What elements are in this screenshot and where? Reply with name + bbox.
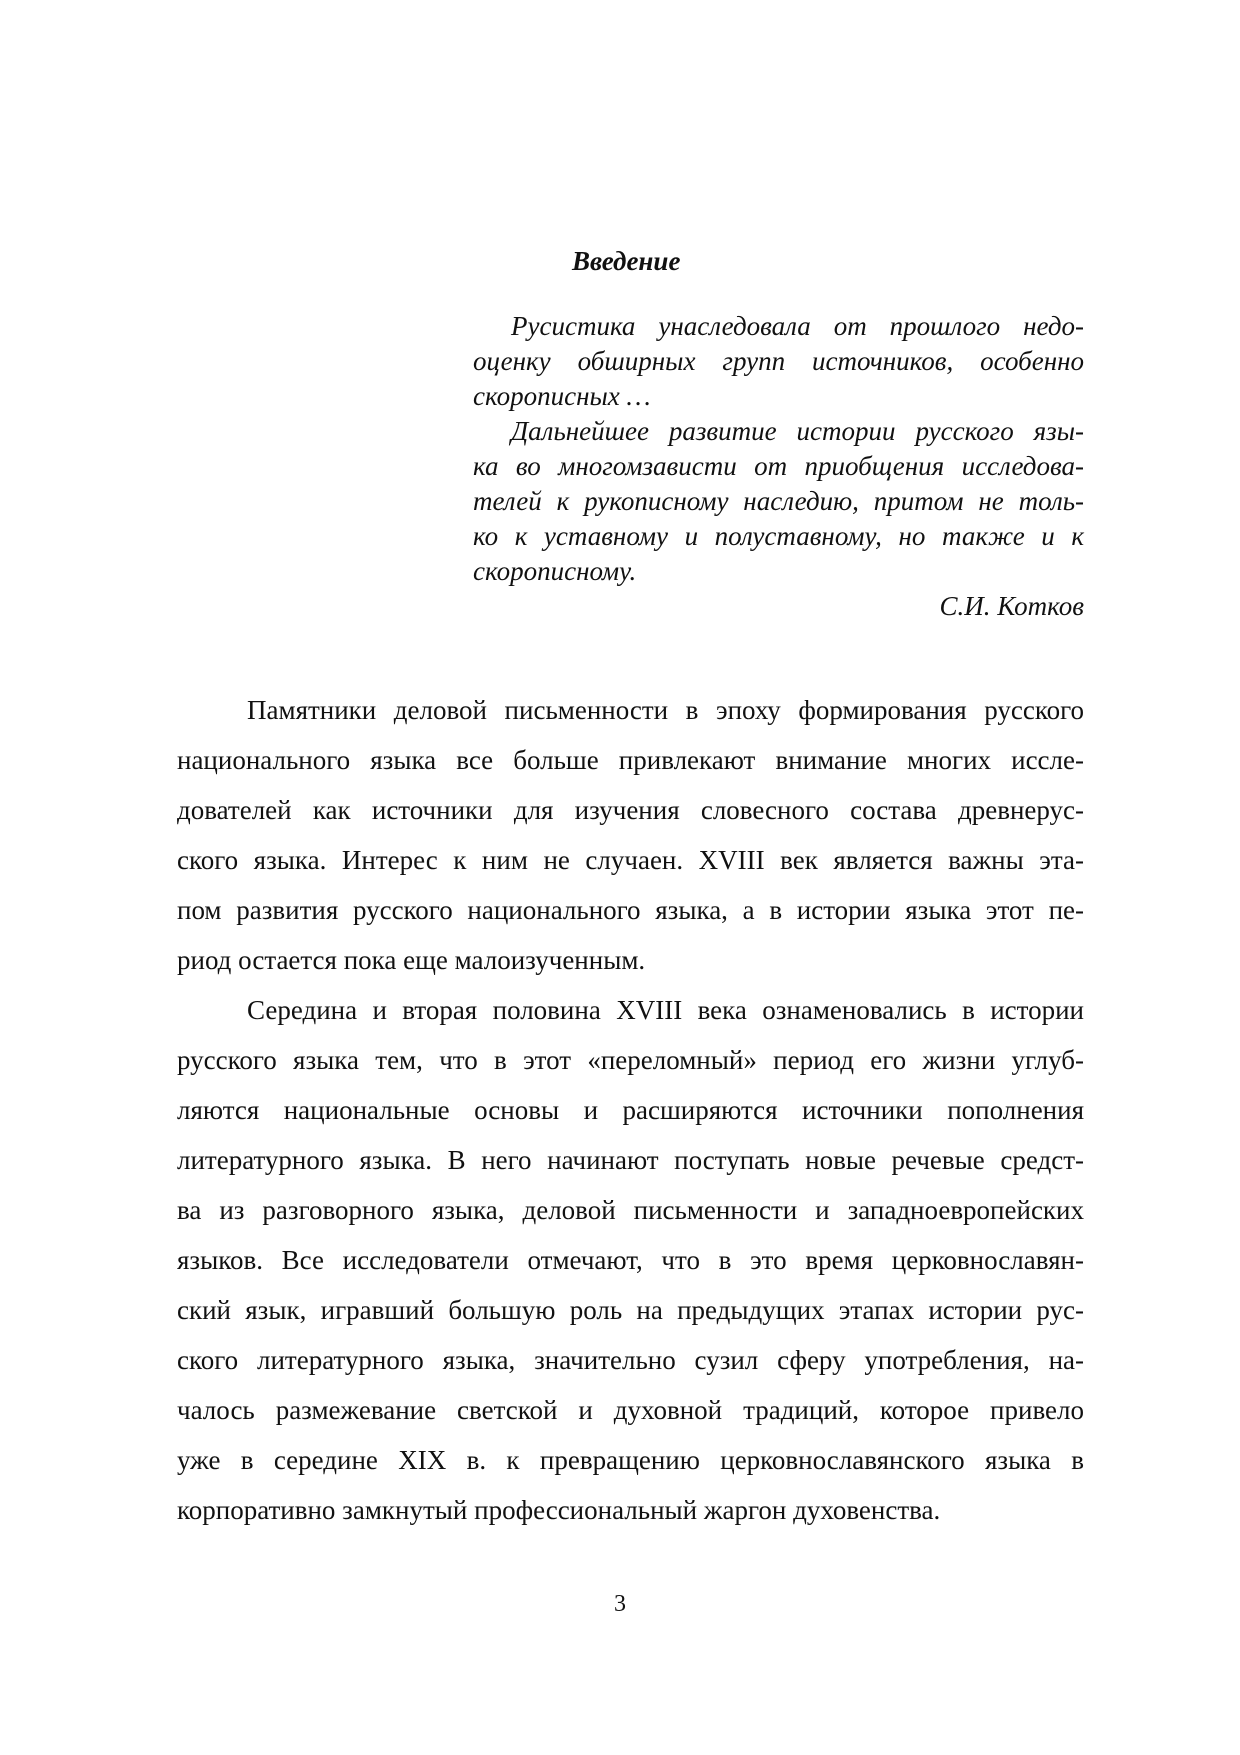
paragraph-line: ского литературного языка, значительно сузил сферу употребления, на- <box>177 1345 1084 1375</box>
paragraph-line: литературного языка. В него начинают поступать новые речевые средст- <box>177 1145 1084 1175</box>
paragraph-line: ского языка. Интерес к ним не случаен. XVIII век является важны эта- <box>177 845 1084 875</box>
paragraph-line: корпоративно замкнутый профессиональный жаргон духовенства. <box>177 1495 941 1525</box>
paragraph-line: Памятники деловой письменности в эпоху формирования русского <box>247 695 1084 725</box>
paragraph-line: пом развития русского национального языка, а в истории языка этот пе- <box>177 895 1084 925</box>
epigraph-line: Дальнейшее развитие истории русского язы- <box>511 416 1084 446</box>
body-text <box>177 685 1084 1535</box>
paragraph-line: уже в середине XIX в. к превращению церковнославянского языка в <box>177 1445 1084 1475</box>
paragraph-line: национального языка все больше привлекают внимание многих иссле- <box>177 745 1084 775</box>
paragraph-line: чалось размежевание светской и духовной традиций, которое привело <box>177 1395 1084 1425</box>
paragraph-line: ва из разговорного языка, деловой письменности и западноевропейских <box>177 1195 1084 1225</box>
epigraph-line: скорописному. <box>473 556 637 586</box>
epigraph-author: С.И. Котков <box>939 591 1084 621</box>
epigraph-line: Русистика унаследовала от прошлого недо- <box>511 311 1084 341</box>
paragraph-line: дователей как источники для изучения словесного состава древнерус- <box>177 795 1084 825</box>
epigraph-line: телей к рукописному наследию, притом не толь- <box>473 486 1084 516</box>
paragraph-line: ский язык, игравший большую роль на предыдущих этапах истории рус- <box>177 1295 1084 1325</box>
paragraph-line: языков. Все исследователи отмечают, что в это время церковнославян- <box>177 1245 1084 1275</box>
paragraph-line: риод остается пока еще малоизученным. <box>177 945 646 975</box>
paragraph-line: русского языка тем, что в этот «переломный» период его жизни углуб- <box>177 1045 1084 1075</box>
page-number: 3 <box>614 1591 626 1617</box>
epigraph-line: ка во многомзависти от приобщения исследова- <box>473 451 1084 481</box>
epigraph-line: скорописных … <box>473 381 651 411</box>
epigraph-line: ко к уставному и полуставному, но также и к <box>473 521 1084 551</box>
paragraph-2 <box>177 985 1084 1535</box>
paragraph-1 <box>177 685 1084 985</box>
section-heading: Введение <box>572 246 681 276</box>
epigraph <box>473 309 1084 624</box>
paragraph-line: ляются национальные основы и расширяются источники пополнения <box>177 1095 1084 1125</box>
paragraph-line: Середина и вторая половина XVIII века ознаменовались в истории <box>247 995 1084 1025</box>
epigraph-line: оценку обширных групп источников, особенно <box>473 346 1084 376</box>
